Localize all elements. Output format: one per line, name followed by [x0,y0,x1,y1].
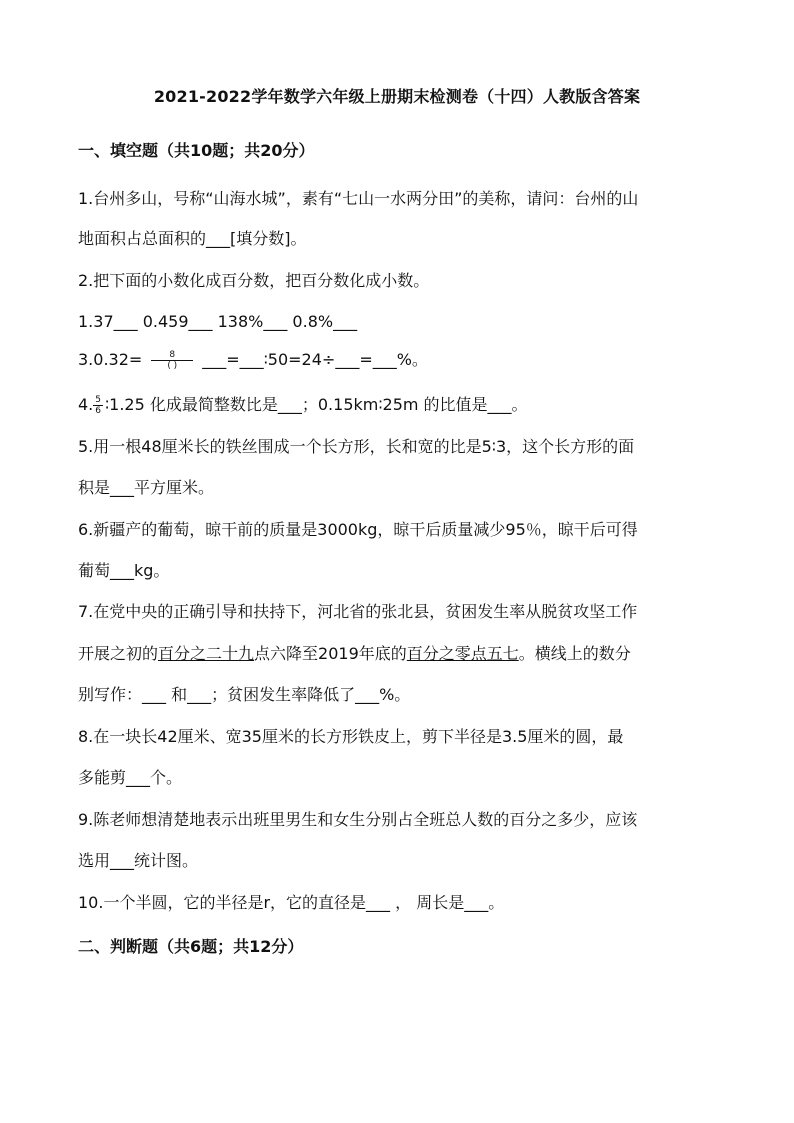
fraction-denominator: 6 [95,406,101,416]
question-4-prefix: 4. [78,395,94,414]
underlined-number-2: 百分之零点五七 [406,644,519,663]
question-3-suffix: ___=___∶50=24÷___=___%。 [202,350,428,369]
question-4-fraction [93,395,103,416]
question-1-line-1: 1.台州多山，号称“山海水城”，素有“七山一水两分田”的美称，请问：台州的山 [78,189,639,208]
question-4-suffix: ∶1.25 化成最简整数比是___；0.15km∶25m 的比值是___。 [105,395,528,414]
question-9-line-1: 9.陈老师想清楚地表示出班里男生和女生分别占全班总人数的百分之多少，应该 [78,810,638,829]
fraction-denominator: ( ) [167,361,178,371]
underlined-number-1: 百分之二十九 [158,644,255,663]
question-7-text-b: 点六降至2019年底的 [254,644,407,663]
question-7-text-a: 开展之初的 [78,644,159,663]
fraction-numerator: 8 [151,350,193,361]
question-6-line-1: 6.新疆产的葡萄，晾干前的质量是3000kg，晾干后质量减少95％，晾干后可得 [78,520,638,539]
question-2-items: 1.37___ 0.459___ 138%___ 0.8%___ [78,312,358,331]
question-7-text-c: 。横线上的数分 [518,644,631,663]
section-heading-true-false: 二、判断题（共6题；共12分） [78,937,304,956]
fraction-numerator: 5 [95,395,101,405]
question-9-line-2: 选用___统计图。 [78,851,199,870]
page-title: 2021-2022学年数学六年级上册期末检测卷（十四）人教版含答案 [153,87,641,106]
question-3-fraction [151,350,193,371]
question-6-line-2: 葡萄___kg。 [78,561,170,580]
question-4 [78,395,728,416]
question-5-line-2: 积是___平方厘米。 [78,478,215,497]
question-3 [78,350,728,371]
question-8-line-2: 多能剪___个。 [78,768,183,787]
question-5-line-1: 5.用一根48厘米长的铁丝围成一个长方形，长和宽的比是5∶3，这个长方形的面 [78,437,635,456]
question-8-line-1: 8.在一块长42厘米、宽35厘米的长方形铁皮上，剪下半径是3.5厘米的圆，最 [78,727,624,746]
question-7-line-2 [78,644,728,664]
question-2: 2.把下面的小数化成百分数，把百分数化成小数。 [78,271,430,290]
question-3-prefix: 3.0.32= [78,350,143,369]
question-10: 10.一个半圆，它的半径是r，它的直径是___ ， 周长是___。 [78,893,505,912]
question-7-line-1: 7.在党中央的正确引导和扶持下，河北省的张北县，贫困发生率从脱贫攻坚工作 [78,602,638,621]
question-7-line-3: 别写作：___ 和___；贫困发生率降低了___%。 [78,685,411,704]
question-1-line-2: 地面积占总面积的___[填分数]。 [78,229,307,248]
section-heading-fill-blank: 一、填空题（共10题；共20分） [78,141,315,160]
